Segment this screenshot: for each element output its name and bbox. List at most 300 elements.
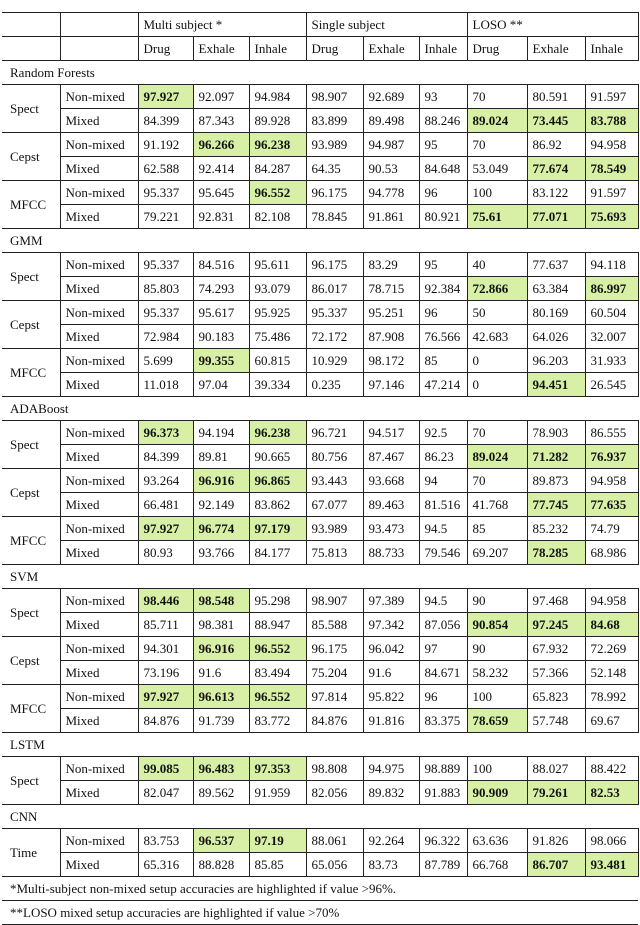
- setup-label: Non-mixed: [60, 181, 138, 205]
- table-row: [2, 829, 638, 853]
- accuracy-value: 86.997: [585, 277, 638, 301]
- table-row: [2, 613, 638, 637]
- accuracy-value: 93.264: [138, 469, 193, 493]
- header-group-label: Multi subject *: [138, 13, 306, 37]
- accuracy-value: 100: [467, 757, 527, 781]
- accuracy-value: 95.337: [138, 181, 193, 205]
- accuracy-value: 94.5: [419, 517, 467, 541]
- setup-label: Non-mixed: [60, 637, 138, 661]
- header-empty-cell: [60, 37, 138, 61]
- accuracy-value: 60.815: [249, 349, 306, 373]
- accuracy-value: 88.246: [419, 109, 467, 133]
- accuracy-value: 72.866: [467, 277, 527, 301]
- accuracy-value: 96.175: [306, 181, 363, 205]
- accuracy-value: 98.066: [585, 829, 638, 853]
- accuracy-value: 87.789: [419, 853, 467, 877]
- accuracy-value: 83.772: [249, 709, 306, 733]
- accuracy-table: [2, 12, 639, 925]
- accuracy-value: 85.588: [306, 613, 363, 637]
- accuracy-value: 40: [467, 253, 527, 277]
- cropped-caption-fragment: [150, 0, 490, 12]
- accuracy-value: 96.916: [193, 637, 249, 661]
- accuracy-value: 86.555: [585, 421, 638, 445]
- accuracy-value: 96.266: [193, 133, 249, 157]
- accuracy-value: 97.245: [527, 613, 585, 637]
- accuracy-value: 96.322: [419, 829, 467, 853]
- accuracy-value: 94.958: [585, 133, 638, 157]
- setup-label: Non-mixed: [60, 685, 138, 709]
- accuracy-value: 98.907: [306, 85, 363, 109]
- accuracy-value: 93.766: [193, 541, 249, 565]
- accuracy-value: 100: [467, 181, 527, 205]
- accuracy-value: 91.192: [138, 133, 193, 157]
- accuracy-value: 47.214: [419, 373, 467, 397]
- accuracy-value: 88.828: [193, 853, 249, 877]
- accuracy-value: 94.975: [363, 757, 419, 781]
- accuracy-value: 97.04: [193, 373, 249, 397]
- feature-label: MFCC: [2, 517, 60, 565]
- method-name: Random Forests: [2, 61, 638, 85]
- accuracy-value: 94.984: [249, 85, 306, 109]
- accuracy-value: 96.552: [249, 685, 306, 709]
- accuracy-value: 77.745: [527, 493, 585, 517]
- accuracy-value: 42.683: [467, 325, 527, 349]
- setup-label: Mixed: [60, 373, 138, 397]
- accuracy-value: 68.986: [585, 541, 638, 565]
- feature-label: MFCC: [2, 349, 60, 397]
- setup-label: Non-mixed: [60, 829, 138, 853]
- accuracy-value: 93.989: [306, 517, 363, 541]
- accuracy-value: 82.53: [585, 781, 638, 805]
- column-header: Drug: [138, 37, 193, 61]
- table-row: [2, 541, 638, 565]
- table-row: [2, 757, 638, 781]
- accuracy-value: 95.337: [138, 253, 193, 277]
- accuracy-value: 93.668: [363, 469, 419, 493]
- accuracy-value: 70: [467, 421, 527, 445]
- accuracy-value: 86.23: [419, 445, 467, 469]
- accuracy-value: 91.959: [249, 781, 306, 805]
- accuracy-value: 96.613: [193, 685, 249, 709]
- accuracy-value: 67.932: [527, 637, 585, 661]
- setup-label: Mixed: [60, 781, 138, 805]
- accuracy-value: 96.552: [249, 637, 306, 661]
- accuracy-value: 94.958: [585, 469, 638, 493]
- accuracy-value: 98.381: [193, 613, 249, 637]
- accuracy-value: 91.6: [193, 661, 249, 685]
- accuracy-value: 78.285: [527, 541, 585, 565]
- feature-label: Spect: [2, 421, 60, 469]
- accuracy-value: 62.588: [138, 157, 193, 181]
- accuracy-value: 90.53: [363, 157, 419, 181]
- accuracy-value: 86.707: [527, 853, 585, 877]
- accuracy-value: 11.018: [138, 373, 193, 397]
- accuracy-value: 84.516: [193, 253, 249, 277]
- accuracy-value: 83.899: [306, 109, 363, 133]
- accuracy-value: 76.937: [585, 445, 638, 469]
- accuracy-value: 78.845: [306, 205, 363, 229]
- table-row: [2, 133, 638, 157]
- accuracy-value: 91.597: [585, 181, 638, 205]
- accuracy-value: 86.92: [527, 133, 585, 157]
- accuracy-value: 85.85: [249, 853, 306, 877]
- feature-label: Spect: [2, 589, 60, 637]
- accuracy-value: 92.689: [363, 85, 419, 109]
- feature-label: Spect: [2, 757, 60, 805]
- accuracy-value: 78.903: [527, 421, 585, 445]
- accuracy-value: 63.636: [467, 829, 527, 853]
- header-empty-cell: [2, 37, 60, 61]
- accuracy-value: 64.026: [527, 325, 585, 349]
- accuracy-value: 80.756: [306, 445, 363, 469]
- accuracy-value: 32.007: [585, 325, 638, 349]
- accuracy-value: 73.196: [138, 661, 193, 685]
- accuracy-value: 96.916: [193, 469, 249, 493]
- feature-label: Spect: [2, 85, 60, 133]
- accuracy-value: 85.803: [138, 277, 193, 301]
- setup-label: Non-mixed: [60, 301, 138, 325]
- accuracy-value: 85: [467, 517, 527, 541]
- accuracy-value: 78.992: [585, 685, 638, 709]
- header-empty-cell: [2, 13, 60, 37]
- table-row: [2, 421, 638, 445]
- accuracy-value: 69.207: [467, 541, 527, 565]
- setup-label: Mixed: [60, 325, 138, 349]
- accuracy-value: 70: [467, 85, 527, 109]
- feature-label: Spect: [2, 253, 60, 301]
- accuracy-value: 97.389: [363, 589, 419, 613]
- accuracy-value: 96.238: [249, 421, 306, 445]
- table-row: [2, 157, 638, 181]
- accuracy-value: 5.699: [138, 349, 193, 373]
- feature-label: Cepst: [2, 637, 60, 685]
- accuracy-value: 72.172: [306, 325, 363, 349]
- accuracy-value: 58.232: [467, 661, 527, 685]
- accuracy-value: 90.665: [249, 445, 306, 469]
- table-row: [2, 85, 638, 109]
- table-row: [2, 205, 638, 229]
- table-footnote: *Multi-subject non-mixed setup accuracies are highlighted if value >96%.: [2, 877, 638, 901]
- column-header: Inhale: [419, 37, 467, 61]
- table-note-row: [2, 877, 638, 901]
- accuracy-value: 96.175: [306, 253, 363, 277]
- accuracy-value: 84.399: [138, 109, 193, 133]
- accuracy-value: 88.733: [363, 541, 419, 565]
- column-header: Exhale: [527, 37, 585, 61]
- accuracy-value: 39.334: [249, 373, 306, 397]
- accuracy-value: 66.768: [467, 853, 527, 877]
- accuracy-value: 98.907: [306, 589, 363, 613]
- table-row: [2, 469, 638, 493]
- header-group-label: LOSO **: [467, 13, 638, 37]
- accuracy-value: 91.597: [585, 85, 638, 109]
- accuracy-value: 93.473: [363, 517, 419, 541]
- accuracy-value: 97.468: [527, 589, 585, 613]
- accuracy-value: 0: [467, 349, 527, 373]
- accuracy-value: 88.422: [585, 757, 638, 781]
- accuracy-value: 98.889: [419, 757, 467, 781]
- accuracy-value: 52.148: [585, 661, 638, 685]
- accuracy-value: 75.204: [306, 661, 363, 685]
- accuracy-value: 97.19: [249, 829, 306, 853]
- accuracy-value: 94.118: [585, 253, 638, 277]
- accuracy-value: 91.826: [527, 829, 585, 853]
- accuracy-value: 63.384: [527, 277, 585, 301]
- accuracy-value: 78.715: [363, 277, 419, 301]
- accuracy-value: 96.552: [249, 181, 306, 205]
- accuracy-value: 93.443: [306, 469, 363, 493]
- accuracy-value: 57.748: [527, 709, 585, 733]
- accuracy-value: 83.122: [527, 181, 585, 205]
- table-row: [2, 589, 638, 613]
- accuracy-value: 84.876: [306, 709, 363, 733]
- accuracy-value: 84.177: [249, 541, 306, 565]
- accuracy-value: 65.823: [527, 685, 585, 709]
- accuracy-value: 10.929: [306, 349, 363, 373]
- accuracy-value: 98.548: [193, 589, 249, 613]
- accuracy-value: 77.674: [527, 157, 585, 181]
- method-row: [2, 229, 638, 253]
- setup-label: Non-mixed: [60, 517, 138, 541]
- table-row: [2, 685, 638, 709]
- accuracy-value: 93.989: [306, 133, 363, 157]
- method-name: CNN: [2, 805, 638, 829]
- accuracy-value: 97.179: [249, 517, 306, 541]
- setup-label: Non-mixed: [60, 349, 138, 373]
- accuracy-value: 31.933: [585, 349, 638, 373]
- accuracy-value: 97.927: [138, 685, 193, 709]
- accuracy-value: 96.203: [527, 349, 585, 373]
- accuracy-value: 95.337: [138, 301, 193, 325]
- accuracy-value: 95.645: [193, 181, 249, 205]
- accuracy-value: 83.753: [138, 829, 193, 853]
- accuracy-value: 94.958: [585, 589, 638, 613]
- method-name: ADABoost: [2, 397, 638, 421]
- method-row: [2, 733, 638, 757]
- accuracy-value: 85: [419, 349, 467, 373]
- setup-label: Mixed: [60, 205, 138, 229]
- accuracy-value: 89.81: [193, 445, 249, 469]
- accuracy-value: 79.221: [138, 205, 193, 229]
- accuracy-value: 96.175: [306, 637, 363, 661]
- accuracy-value: 87.467: [363, 445, 419, 469]
- accuracy-value: 75.486: [249, 325, 306, 349]
- accuracy-value: 90.854: [467, 613, 527, 637]
- accuracy-value: 95.337: [306, 301, 363, 325]
- accuracy-value: 91.861: [363, 205, 419, 229]
- accuracy-value: 79.546: [419, 541, 467, 565]
- setup-label: Mixed: [60, 493, 138, 517]
- table-row: [2, 109, 638, 133]
- accuracy-value: 91.816: [363, 709, 419, 733]
- accuracy-value: 66.481: [138, 493, 193, 517]
- table-row: [2, 637, 638, 661]
- table-row: [2, 277, 638, 301]
- accuracy-value: 80.93: [138, 541, 193, 565]
- table-row: [2, 181, 638, 205]
- method-name: GMM: [2, 229, 638, 253]
- accuracy-value: 90: [467, 589, 527, 613]
- setup-label: Mixed: [60, 661, 138, 685]
- accuracy-value: 88.947: [249, 613, 306, 637]
- accuracy-value: 92.097: [193, 85, 249, 109]
- accuracy-value: 71.282: [527, 445, 585, 469]
- accuracy-value: 95.822: [363, 685, 419, 709]
- accuracy-value: 72.984: [138, 325, 193, 349]
- setup-label: Mixed: [60, 109, 138, 133]
- setup-label: Non-mixed: [60, 85, 138, 109]
- accuracy-value: 92.149: [193, 493, 249, 517]
- accuracy-value: 78.549: [585, 157, 638, 181]
- accuracy-value: 88.061: [306, 829, 363, 853]
- accuracy-value: 97.146: [363, 373, 419, 397]
- accuracy-value: 64.35: [306, 157, 363, 181]
- accuracy-value: 98.172: [363, 349, 419, 373]
- accuracy-value: 94.778: [363, 181, 419, 205]
- setup-label: Non-mixed: [60, 757, 138, 781]
- accuracy-value: 83.73: [363, 853, 419, 877]
- column-header: Exhale: [193, 37, 249, 61]
- column-header: Exhale: [363, 37, 419, 61]
- accuracy-value: 89.024: [467, 109, 527, 133]
- accuracy-value: 78.659: [467, 709, 527, 733]
- header-group-label: Single subject: [306, 13, 467, 37]
- setup-label: Mixed: [60, 541, 138, 565]
- method-row: [2, 61, 638, 85]
- table-row: [2, 493, 638, 517]
- table-row: [2, 781, 638, 805]
- accuracy-value: 80.921: [419, 205, 467, 229]
- accuracy-value: 96.042: [363, 637, 419, 661]
- method-name: SVM: [2, 565, 638, 589]
- accuracy-value: 70: [467, 133, 527, 157]
- table-note-row: [2, 901, 638, 925]
- accuracy-value: 93.079: [249, 277, 306, 301]
- setup-label: Mixed: [60, 157, 138, 181]
- accuracy-value: 74.79: [585, 517, 638, 541]
- accuracy-value: 82.056: [306, 781, 363, 805]
- accuracy-value: 97.814: [306, 685, 363, 709]
- accuracy-value: 96.537: [193, 829, 249, 853]
- accuracy-value: 92.384: [419, 277, 467, 301]
- accuracy-value: 89.498: [363, 109, 419, 133]
- accuracy-value: 96.721: [306, 421, 363, 445]
- accuracy-value: 83.788: [585, 109, 638, 133]
- accuracy-value: 89.928: [249, 109, 306, 133]
- accuracy-value: 83.494: [249, 661, 306, 685]
- accuracy-value: 79.261: [527, 781, 585, 805]
- accuracy-value: 96: [419, 685, 467, 709]
- accuracy-value: 96.865: [249, 469, 306, 493]
- accuracy-value: 85.711: [138, 613, 193, 637]
- accuracy-value: 87.343: [193, 109, 249, 133]
- accuracy-value: 50: [467, 301, 527, 325]
- method-row: [2, 805, 638, 829]
- accuracy-value: 97.353: [249, 757, 306, 781]
- accuracy-value: 89.024: [467, 445, 527, 469]
- accuracy-value: 96.238: [249, 133, 306, 157]
- accuracy-value: 92.414: [193, 157, 249, 181]
- accuracy-value: 95.925: [249, 301, 306, 325]
- header-empty-cell: [60, 13, 138, 37]
- feature-label: MFCC: [2, 181, 60, 229]
- accuracy-value: 98.808: [306, 757, 363, 781]
- method-row: [2, 397, 638, 421]
- accuracy-value: 0.235: [306, 373, 363, 397]
- accuracy-value: 93: [419, 85, 467, 109]
- accuracy-value: 95.298: [249, 589, 306, 613]
- table-row: [2, 253, 638, 277]
- accuracy-value: 99.085: [138, 757, 193, 781]
- accuracy-value: 97.927: [138, 517, 193, 541]
- accuracy-value: 77.635: [585, 493, 638, 517]
- accuracy-value: 96.483: [193, 757, 249, 781]
- accuracy-value: 95.611: [249, 253, 306, 277]
- setup-label: Mixed: [60, 853, 138, 877]
- accuracy-value: 86.017: [306, 277, 363, 301]
- accuracy-value: 80.591: [527, 85, 585, 109]
- setup-label: Non-mixed: [60, 133, 138, 157]
- accuracy-value: 89.562: [193, 781, 249, 805]
- accuracy-value: 90.909: [467, 781, 527, 805]
- accuracy-value: 89.463: [363, 493, 419, 517]
- accuracy-value: 98.446: [138, 589, 193, 613]
- table-row: [2, 709, 638, 733]
- accuracy-value: 91.6: [363, 661, 419, 685]
- table-row: [2, 301, 638, 325]
- accuracy-value: 84.648: [419, 157, 467, 181]
- table-row: [2, 661, 638, 685]
- setup-label: Non-mixed: [60, 253, 138, 277]
- accuracy-value: 94.5: [419, 589, 467, 613]
- accuracy-value: 88.027: [527, 757, 585, 781]
- accuracy-value: 94.194: [193, 421, 249, 445]
- feature-label: Cepst: [2, 469, 60, 517]
- accuracy-value: 0: [467, 373, 527, 397]
- accuracy-value: 83.862: [249, 493, 306, 517]
- setup-label: Non-mixed: [60, 469, 138, 493]
- accuracy-value: 91.883: [419, 781, 467, 805]
- accuracy-value: 77.071: [527, 205, 585, 229]
- accuracy-value: 99.355: [193, 349, 249, 373]
- accuracy-value: 92.5: [419, 421, 467, 445]
- setup-label: Mixed: [60, 613, 138, 637]
- accuracy-value: 92.264: [363, 829, 419, 853]
- method-name: LSTM: [2, 733, 638, 757]
- accuracy-value: 97.927: [138, 85, 193, 109]
- accuracy-value: 76.566: [419, 325, 467, 349]
- accuracy-value: 57.366: [527, 661, 585, 685]
- header-group-row: [2, 13, 638, 37]
- column-header: Inhale: [585, 37, 638, 61]
- accuracy-value: 26.545: [585, 373, 638, 397]
- accuracy-value: 74.293: [193, 277, 249, 301]
- column-header: Drug: [306, 37, 363, 61]
- accuracy-value: 94: [419, 469, 467, 493]
- accuracy-value: 84.287: [249, 157, 306, 181]
- accuracy-value: 95: [419, 253, 467, 277]
- accuracy-value: 85.232: [527, 517, 585, 541]
- accuracy-value: 82.047: [138, 781, 193, 805]
- accuracy-value: 65.316: [138, 853, 193, 877]
- accuracy-value: 94.301: [138, 637, 193, 661]
- table-footnote: **LOSO mixed setup accuracies are highlighted if value >70%: [2, 901, 638, 925]
- feature-label: Cepst: [2, 301, 60, 349]
- accuracy-value: 92.831: [193, 205, 249, 229]
- accuracy-value: 96.373: [138, 421, 193, 445]
- accuracy-value: 87.056: [419, 613, 467, 637]
- accuracy-value: 77.637: [527, 253, 585, 277]
